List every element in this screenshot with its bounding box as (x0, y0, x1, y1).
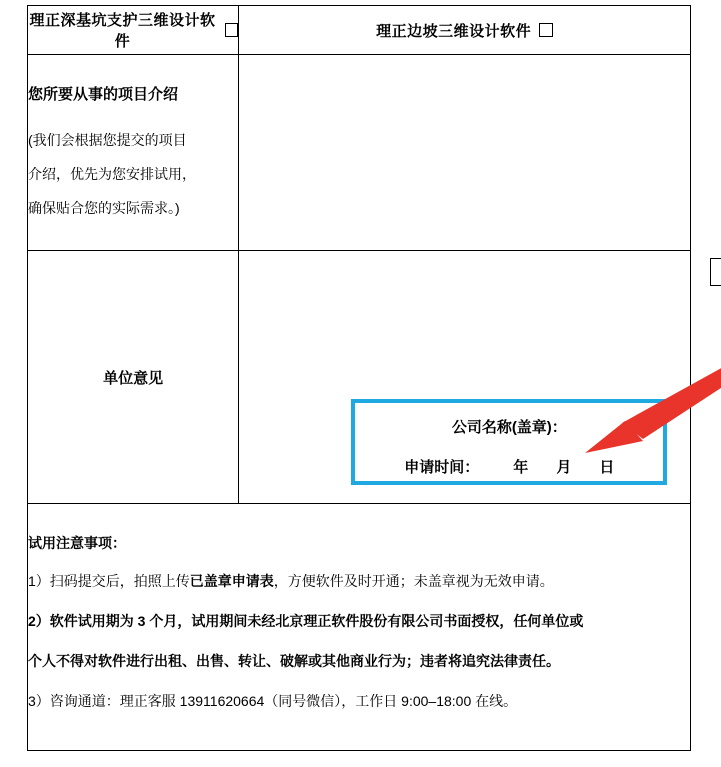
note-item-2 (28, 606, 690, 636)
product-option-1-label: 理正深基坑支护三维设计软件 (29, 12, 216, 50)
company-name-label: 公司名称(盖章)： (451, 419, 567, 436)
application-form-table (27, 5, 691, 751)
product-selection-row (28, 6, 691, 55)
note-item-3-index: 3） (28, 693, 50, 709)
project-intro-note-line-2: 介绍，优先为您安排试用， (28, 165, 196, 182)
note-item-1-seg-1: 扫码提交后，拍照上传 (49, 573, 190, 589)
note-item-2-seg-1: 软件试用期为 3 个月，试用期间未经北京理正软件股份有限公司书面授权，任何单位或 (49, 613, 584, 629)
note-item-1-index: 1） (28, 573, 50, 589)
stamp-highlight-box[interactable] (351, 399, 667, 485)
application-date-label: 申请时间： (404, 459, 480, 476)
product-option-1-cell[interactable] (28, 6, 239, 55)
product-option-1-checkbox[interactable] (225, 23, 238, 37)
product-option-2-label: 理正边坡三维设计软件 (376, 22, 532, 40)
note-item-1-seg-2: 已盖章申请表 (189, 573, 274, 589)
project-intro-row (28, 55, 691, 251)
opinion-body-cell[interactable] (239, 251, 691, 504)
opinion-row (28, 251, 691, 504)
project-intro-title: 您所要从事的项目介绍 (28, 85, 179, 103)
date-year-label: 年 (513, 459, 529, 476)
note-item-1 (28, 566, 690, 596)
note-item-2-cont-seg-1: 个人不得对软件进行出租、出售、转让、破解或其他商业行为；违者将追究法律责任。 (28, 653, 560, 669)
page-edge-artifact (710, 258, 721, 286)
product-option-2-checkbox[interactable] (539, 23, 553, 37)
note-item-1-seg-3: ，方便软件及时开通；未盖章视为无效申请。 (273, 573, 554, 589)
opinion-label: 单位意见 (103, 369, 164, 387)
opinion-label-cell (28, 251, 239, 504)
project-intro-input-cell[interactable] (239, 55, 691, 251)
note-item-2-continued (28, 646, 690, 676)
product-option-2-cell[interactable] (239, 6, 691, 55)
project-intro-note-line-1: (我们会根据您提交的项目 (28, 131, 187, 148)
project-intro-note-line-3: 确保贴合您的实际需求。) (28, 199, 180, 216)
date-day-label: 日 (599, 459, 615, 476)
project-intro-label-cell (28, 55, 239, 251)
notes-cell (28, 504, 691, 751)
note-item-3 (28, 686, 690, 716)
note-item-2-index: 2） (28, 613, 50, 629)
notes-title: 试用注意事项： (28, 535, 126, 551)
date-month-label: 月 (556, 459, 572, 476)
notes-row (28, 504, 691, 751)
company-name-line (355, 417, 663, 439)
note-item-3-seg-1: 咨询通道：理正客服 13911620664（同号微信），工作日 9:00–18:00 在线。 (49, 693, 518, 709)
application-date-line (355, 457, 663, 479)
